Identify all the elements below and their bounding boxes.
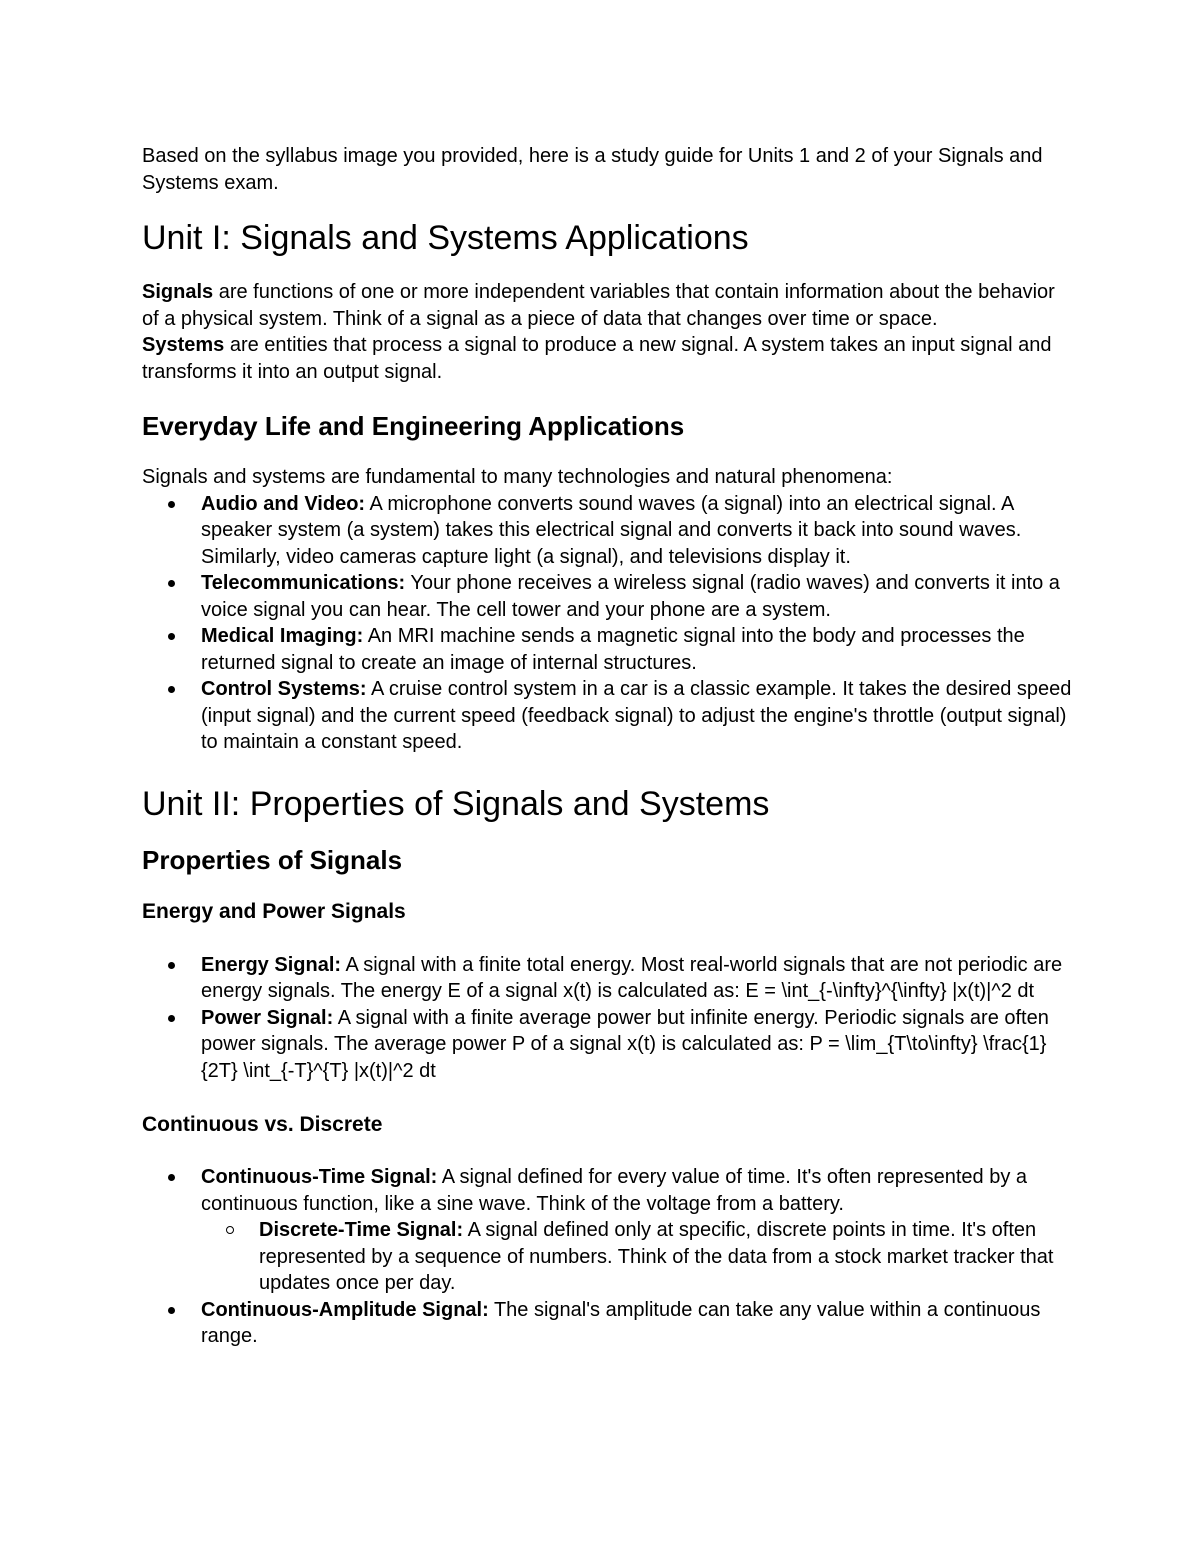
sub-list-item [201,1217,1072,1297]
item-text: An MRI machine sends a magnetic signal into the body and processes the returned signal to create an image of internal structures. [201,625,1025,674]
item-text: A signal defined only at specific, discrete points in time. It's often represented by a sequence of numbers. Think of the data from a stock market tracker that updates once per day. [259,1219,1054,1294]
item-text: A signal defined for every value of time. It's often represented by a continuous function, like a sine wave. Think of the voltage from a battery. [201,1166,1028,1215]
item-text: A signal with a finite average power but infinite energy. Periodic signals are often power signals. The average power P of a signal x(t) is calculated as: P = \lim_{T\to\infty} \frac{1}{2T} \int_{-T}^{T} |x(t)|^2 dt [201,1006,1049,1082]
item-term: Energy Signal: [201,953,342,976]
item-term: Continuous-Amplitude Signal: [201,1298,489,1321]
continuous-discrete-heading: Continuous vs. Discrete [142,1113,383,1136]
signals-definition [142,279,1072,332]
sub-list [201,1217,1072,1297]
list-item [142,952,1072,1005]
energy-power-heading: Energy and Power Signals [142,899,406,923]
systems-text: are entities that process a signal to produce a new signal. A system takes an input signal and transforms it into an output signal. [142,334,1052,383]
signals-text: are functions of one or more independent variables that contain information about the behavior of a physical system. Think of a signal as a piece of data that changes over time or space. [142,281,1055,330]
list-item [142,623,1072,676]
item-term: Medical Imaging: [201,625,364,647]
list-item [142,1164,1072,1297]
item-text: A signal with a finite total energy. Most real-world signals that are not periodic are energy signals. The energy E of a signal x(t) is calculated as: E = \int_{-\infty}^{\infty} |x(t)|^2 dt [201,953,1063,1002]
document-page [142,143,1072,1350]
applications-list [142,491,1072,756]
continuous-discrete-list [142,1164,1072,1350]
list-item [142,491,1072,571]
applications-heading: Everyday Life and Engineering Applications [142,411,685,441]
list-item [142,570,1072,623]
energy-power-list [142,952,1072,1085]
systems-term: Systems [142,334,225,356]
item-term: Discrete-Time Signal: [259,1219,464,1241]
list-item [142,1005,1072,1085]
signals-term: Signals [142,281,214,303]
item-text: Your phone receives a wireless signal (radio waves) and converts it into a voice signal you can hear. The cell tower and your phone are a system. [201,572,1060,621]
item-text: The signal's amplitude can take any value within a continuous range. [201,1298,1041,1347]
unit2-title: Unit II: Properties of Signals and Systems [142,784,770,823]
list-item [142,676,1072,756]
unit1-title: Unit I: Signals and Systems Applications [142,219,749,257]
list-item [142,1297,1072,1350]
item-term: Continuous-Time Signal: [201,1166,438,1188]
systems-definition [142,332,1072,385]
intro-paragraph: Based on the syllabus image you provided, here is a study guide for Units 1 and 2 of your Signals and Systems exam. [142,145,1043,194]
properties-heading: Properties of Signals [142,844,403,875]
item-term: Audio and Video: [201,492,366,515]
item-text: A microphone converts sound waves (a signal) into an electrical signal. A speaker system (a system) takes this electrical signal and converts it back into sound waves. Similarly, video cameras capture light (a signal), and televisions display it. [201,492,1022,568]
item-term: Power Signal: [201,1006,334,1029]
applications-intro: Signals and systems are fundamental to many technologies and natural phenomena: [142,466,893,488]
item-term: Telecommunications: [201,572,406,594]
item-text: A cruise control system in a car is a classic example. It takes the desired speed (input signal) and the current speed (feedback signal) to adjust the engine's throttle (output signal) to maintain a constant speed. [201,678,1072,753]
item-term: Control Systems: [201,678,367,700]
